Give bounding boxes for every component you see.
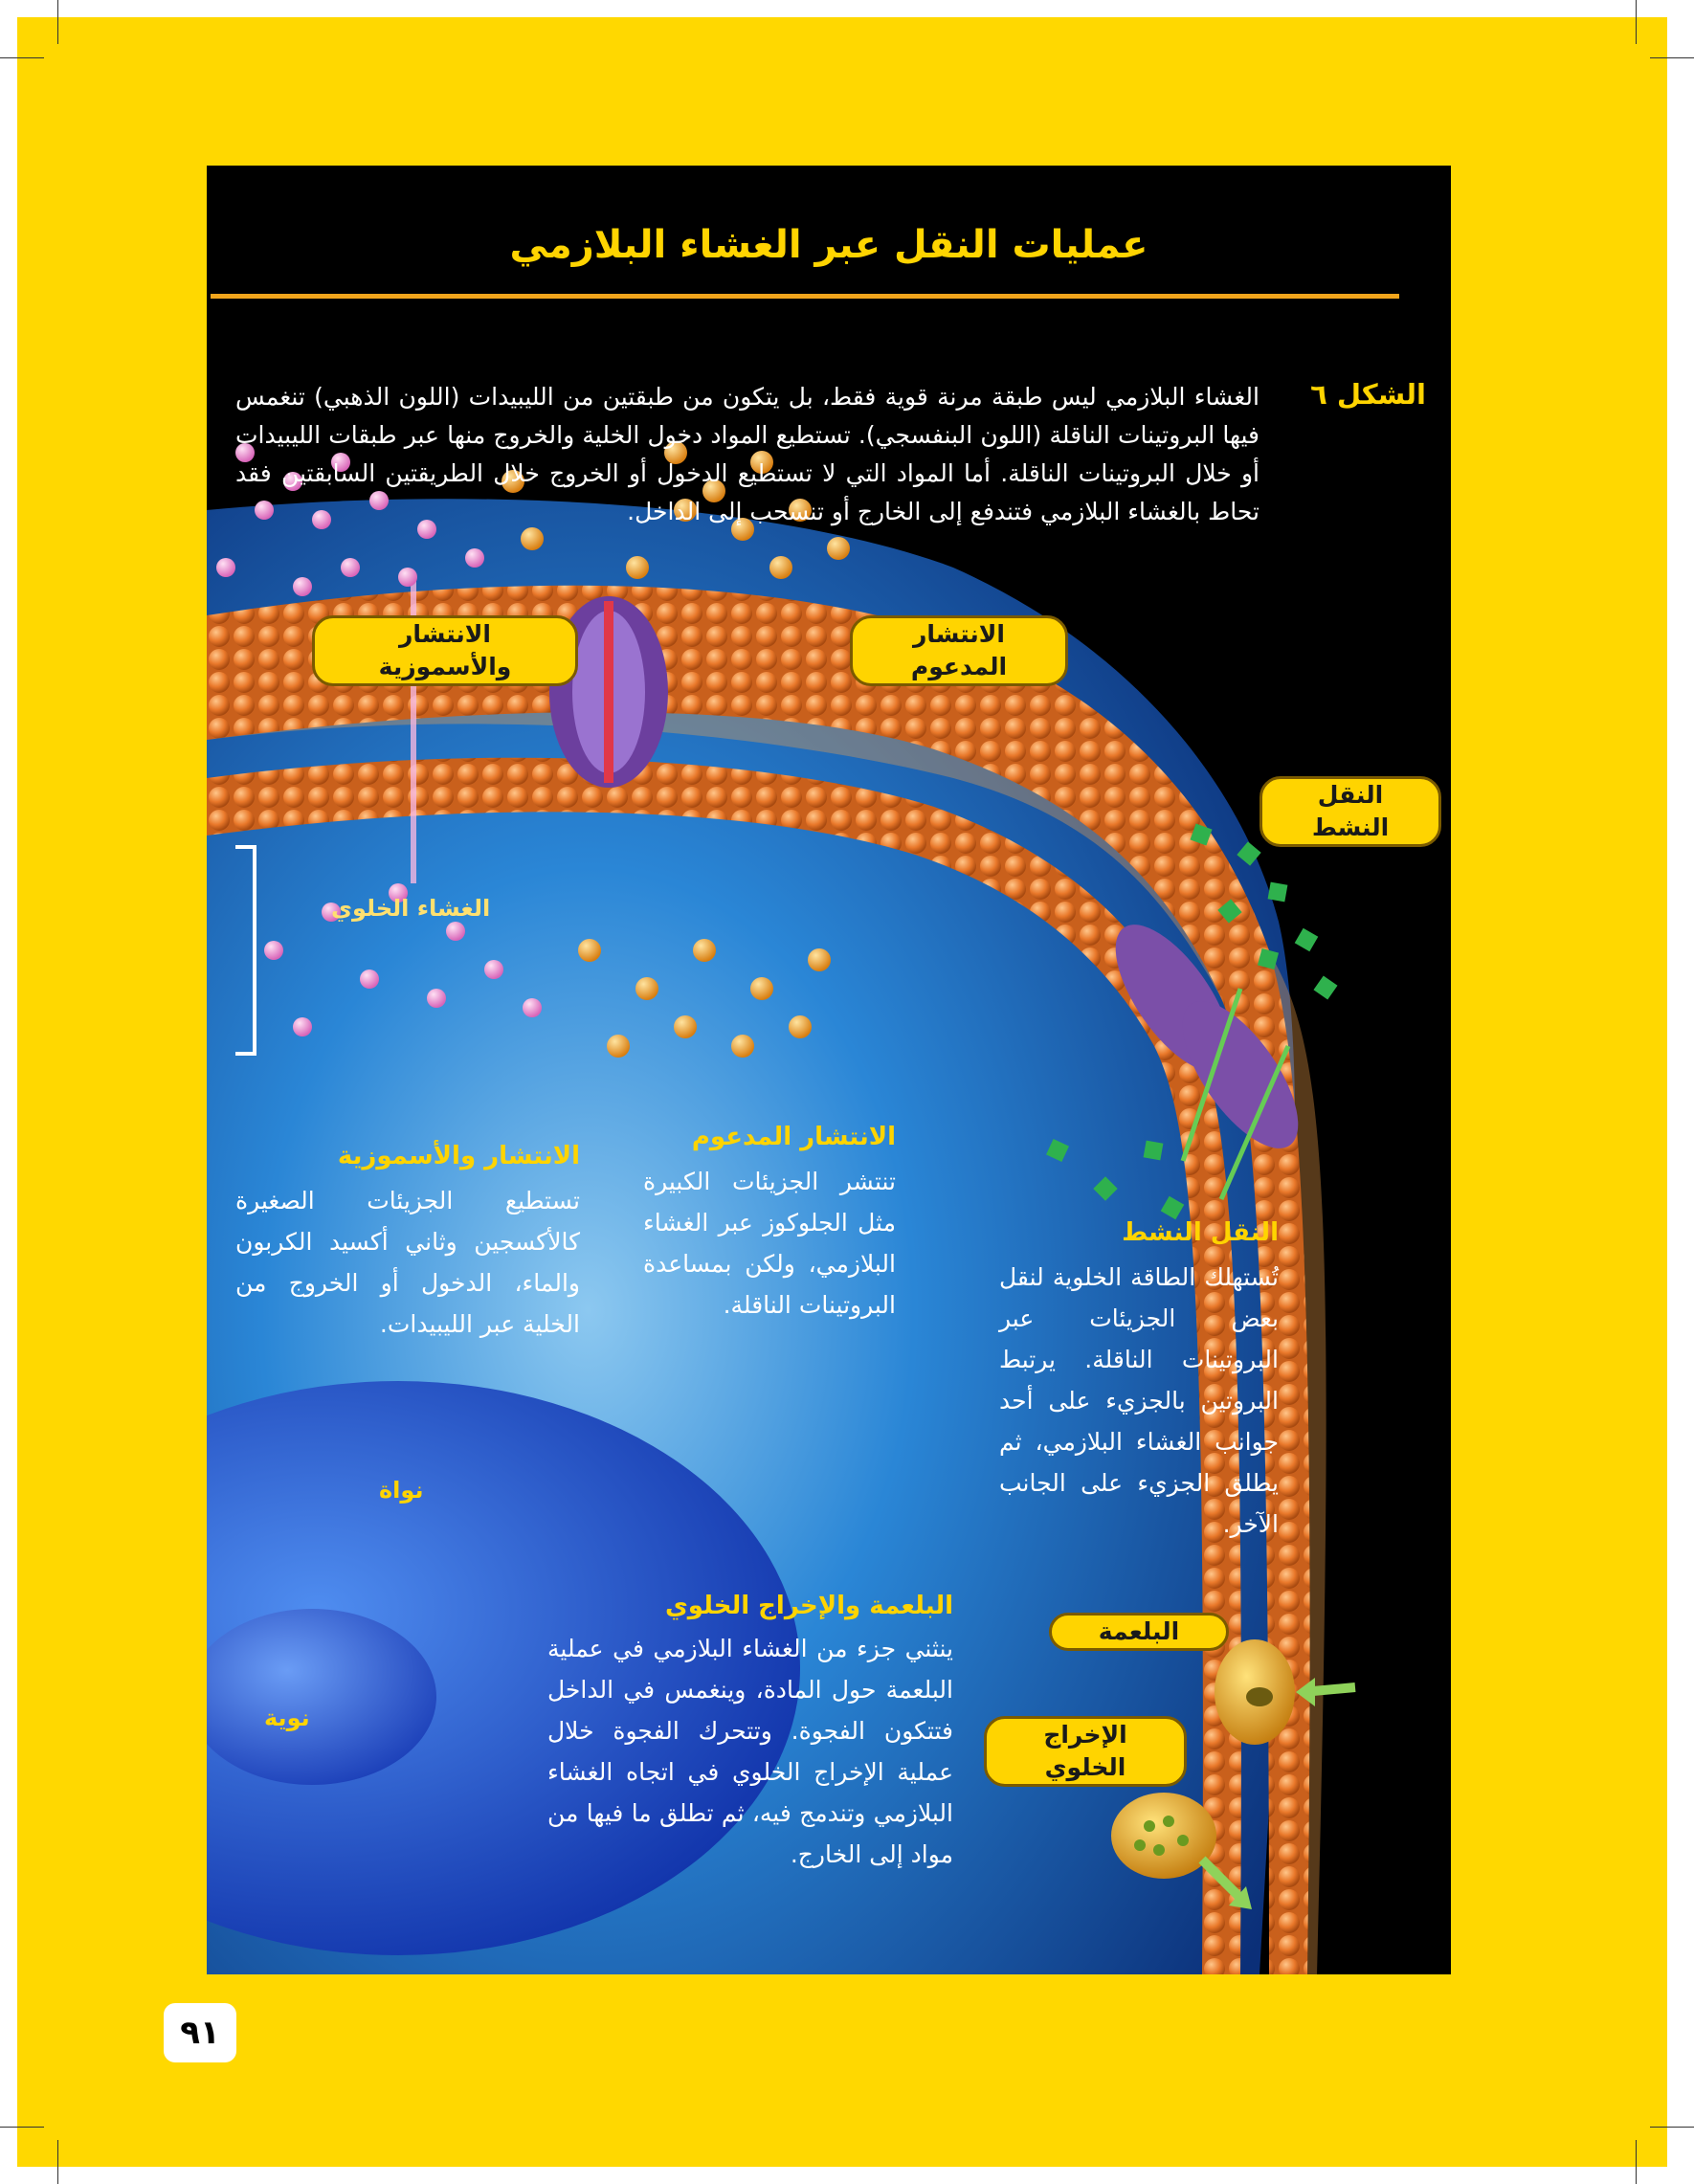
diffusion-caption-text: تستطيع الجزيئات الصغيرة كالأكسجين وثاني أكسيد الكربون والماء، الدخول أو الخروج من الخلية عبر الليبيدات. bbox=[235, 1187, 580, 1338]
crop-mark bbox=[57, 0, 58, 44]
crop-mark bbox=[1636, 0, 1637, 44]
crop-mark bbox=[1636, 2140, 1637, 2184]
endo-exo-caption-text: ينثني جزء من الغشاء البلازمي في عملية البلعمة حول المادة، وينغمس في الداخل فتتكون الفجوة. وتتحرك الفجوة خلال عملية الإخراج الخلوي في اتجاه الغشاء البلازمي وتندمج فيه، ثم تطلق ما فيها من مواد إلى الخارج. bbox=[547, 1635, 953, 1868]
label-active-transport: النقل النشط bbox=[1259, 776, 1441, 847]
page-title: عمليات النقل عبر الغشاء البلازمي bbox=[509, 223, 1148, 267]
label-exocytosis: الإخراج الخلوي bbox=[984, 1716, 1187, 1787]
label-endocytosis: البلعمة bbox=[1049, 1613, 1229, 1651]
crop-mark bbox=[0, 2127, 44, 2128]
crop-mark bbox=[1650, 2127, 1694, 2128]
label-cell-membrane: الغشاء الخلوي bbox=[331, 895, 491, 922]
label-nucleolus: نوية bbox=[264, 1705, 310, 1731]
label-nucleus: نواة bbox=[379, 1477, 424, 1504]
title-divider bbox=[211, 294, 1399, 299]
figure-panel bbox=[207, 166, 1451, 1974]
diffusion-caption-heading: الانتشار والأسموزية bbox=[337, 1142, 580, 1170]
label-diffusion-osmosis: الانتشار والأسموزية bbox=[312, 615, 578, 686]
figure-label: الشكل ٦ bbox=[1310, 378, 1426, 411]
label-facilitated-diffusion: الانتشار المدعوم bbox=[850, 615, 1068, 686]
crop-mark bbox=[57, 2140, 58, 2184]
intro-paragraph: الغشاء البلازمي ليس طبقة مرنة قوية فقط، بل يتكون من طبقتين من الليبيدات (اللون الذهبي) تنغمس فيها البروتينات الناقلة (اللون البنفسجي). تستطيع المواد دخول الخلية والخروج منها عبر طبقات الليبيدات أو خلال البروتينات الناقلة. أما المواد التي لا تستطيع الدخول أو الخروج خلال الطريقتين السابقتين فقد تحاط بالغشاء البلازمي فتندفع إلى الخارج أو تنسحب إلى الداخل. bbox=[235, 383, 1259, 525]
crop-mark bbox=[0, 57, 44, 58]
page-number: ٩١ bbox=[164, 2003, 236, 2062]
active-caption-heading: النقل النشط bbox=[1122, 1218, 1279, 1247]
crop-mark bbox=[1650, 57, 1694, 58]
active-caption-text: تُستهلك الطاقة الخلوية لنقل بعض الجزيئات عبر البروتينات الناقلة. يرتبط البروتين بالجزيء على أحد جوانب الغشاء البلازمي، ثم يطلق الجزيء على الجانب الآخر. bbox=[999, 1263, 1279, 1538]
facilitated-caption-heading: الانتشار المدعوم bbox=[691, 1123, 896, 1151]
endo-exo-caption-heading: البلعمة والإخراج الخلوي bbox=[664, 1592, 953, 1620]
facilitated-caption-text: تنتشر الجزيئات الكبيرة مثل الجلوكوز عبر الغشاء البلازمي، ولكن بمساعدة البروتينات الناقلة. bbox=[643, 1168, 896, 1319]
